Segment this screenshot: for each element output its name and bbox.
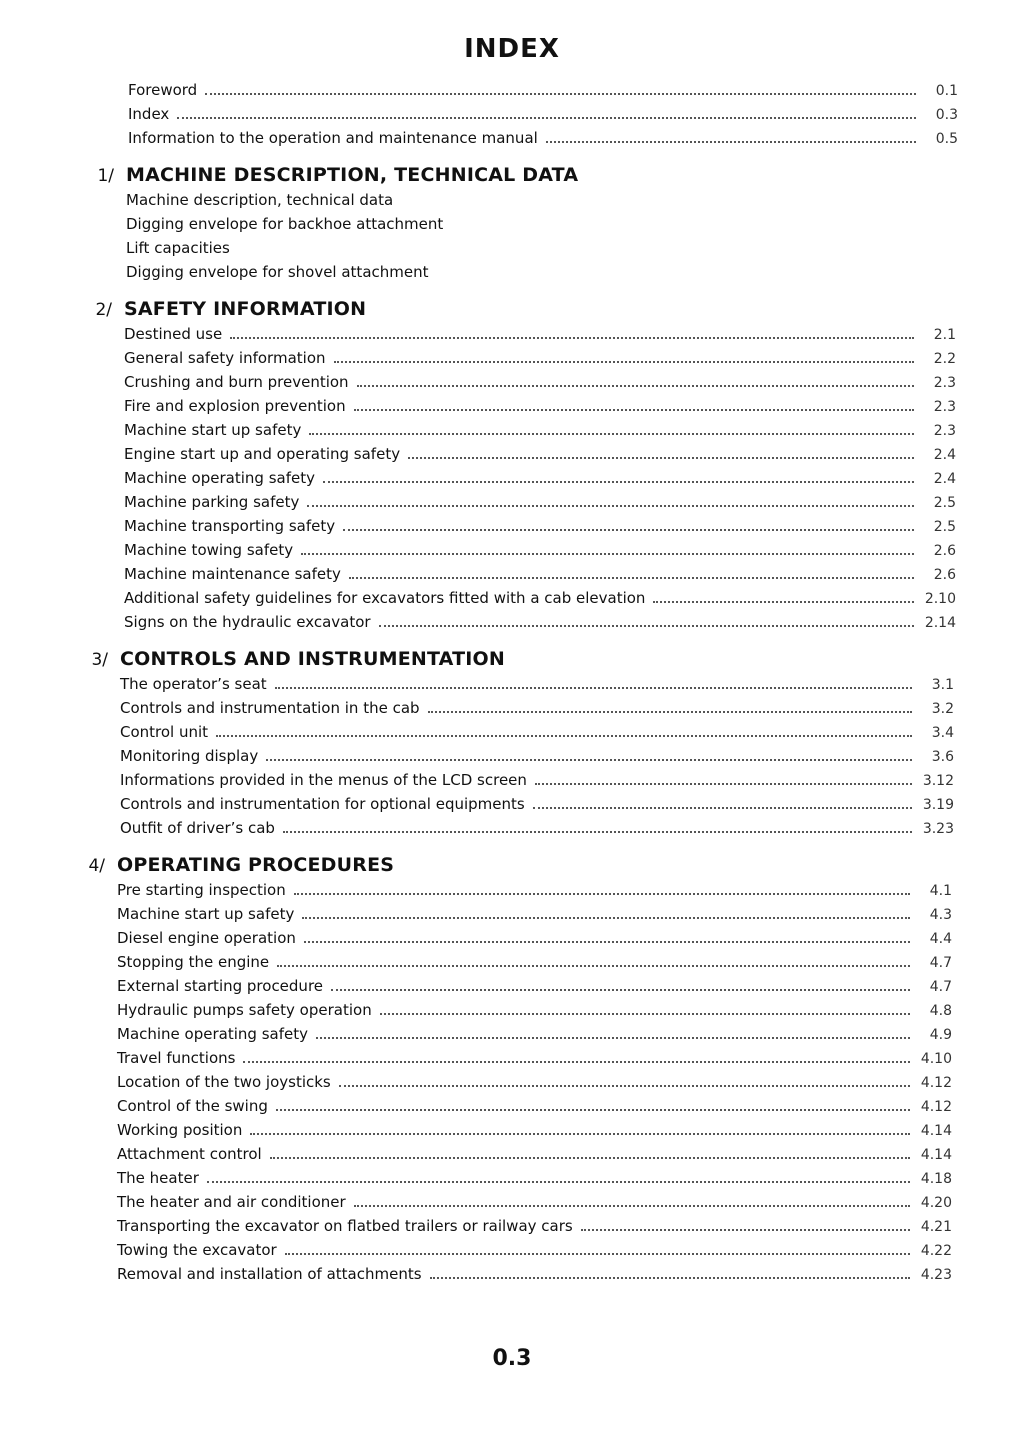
entry-page-number: 4.14: [920, 1147, 952, 1163]
index-entry: [0, 418, 1024, 442]
entry-label: The heater: [117, 1169, 199, 1187]
section-heading: [0, 296, 1024, 322]
index-entry: [0, 974, 1024, 998]
dot-leader: [343, 528, 914, 531]
dot-leader: [323, 480, 914, 483]
entry-label: Information to the operation and maintenance manual: [128, 129, 538, 147]
entry-page-number: 4.22: [920, 1243, 952, 1259]
entry-label: Diesel engine operation: [117, 929, 296, 947]
entry-label: General safety information: [124, 349, 326, 367]
entry-page-number: 2.1: [933, 327, 956, 343]
entry-page-number: 2.3: [933, 375, 956, 391]
entry-label: Pre starting inspection: [117, 881, 286, 899]
entry-page-number: 4.23: [920, 1267, 952, 1283]
dot-leader: [250, 1132, 910, 1135]
entry-label: Travel functions: [117, 1049, 236, 1067]
entry-label: Machine towing safety: [124, 541, 294, 559]
entry-label: Working position: [117, 1121, 243, 1139]
index-entry: [0, 514, 1024, 538]
dot-leader: [428, 710, 912, 713]
entry-label: Additional safety guidelines for excavators fitted with a cab elevation: [124, 589, 646, 607]
entry-label: Stopping the engine: [117, 953, 270, 971]
entry-page-number: 2.3: [933, 399, 956, 415]
entry-page-number: 2.10: [924, 591, 956, 607]
entry-page-number: 4.18: [920, 1171, 952, 1187]
entry-page-number: 2.14: [924, 615, 956, 631]
index-entry: [0, 950, 1024, 974]
index-entries: [0, 78, 1024, 1286]
index-entry: [0, 586, 1024, 610]
dot-leader: [653, 600, 914, 603]
index-entry: [0, 1214, 1024, 1238]
entry-page-number: 4.9: [929, 1027, 952, 1043]
index-entry: [0, 1238, 1024, 1262]
index-entry: [0, 672, 1024, 696]
entry-page-number: 2.5: [933, 519, 956, 535]
index-entry: [0, 260, 1024, 284]
entry-page-number: 3.1: [931, 677, 954, 693]
index-entry: [0, 696, 1024, 720]
entry-label: The heater and air conditioner: [117, 1193, 346, 1211]
dot-leader: [535, 782, 912, 785]
index-entry: [0, 1070, 1024, 1094]
dot-leader: [408, 456, 914, 459]
section-heading: [0, 162, 1024, 188]
entry-label: Machine start up safety: [117, 905, 295, 923]
entry-page-number: 4.12: [920, 1075, 952, 1091]
entry-label: Hydraulic pumps safety operation: [117, 1001, 372, 1019]
entry-page-number: 3.4: [931, 725, 954, 741]
section-heading: [0, 852, 1024, 878]
entry-label: Machine start up safety: [124, 421, 302, 439]
entry-page-number: 3.23: [922, 821, 954, 837]
entry-page-number: 2.6: [933, 567, 956, 583]
dot-leader: [334, 360, 915, 363]
page-title: INDEX: [464, 34, 560, 64]
index-entry: [0, 768, 1024, 792]
index-entry: [0, 1046, 1024, 1070]
index-entry: [0, 1190, 1024, 1214]
entry-page-number: 4.3: [929, 907, 952, 923]
entry-page-number: 2.5: [933, 495, 956, 511]
index-entry: [0, 1166, 1024, 1190]
index-entry: [0, 562, 1024, 586]
entry-page-number: 4.7: [929, 955, 952, 971]
dot-leader: [302, 916, 910, 919]
entry-label: Attachment control: [117, 1145, 262, 1163]
entry-page-number: 3.6: [931, 749, 954, 765]
index-entry: [0, 442, 1024, 466]
index-entry: [0, 926, 1024, 950]
index-entry: [0, 902, 1024, 926]
section-title: OPERATING PROCEDURES: [117, 854, 395, 876]
entry-label: Crushing and burn prevention: [124, 373, 349, 391]
index-entry: [0, 78, 1024, 102]
dot-leader: [230, 336, 914, 339]
entry-page-number: 4.20: [920, 1195, 952, 1211]
entry-label: Transporting the excavator on flatbed trailers or railway cars: [117, 1217, 573, 1235]
dot-leader: [283, 830, 912, 833]
dot-leader: [276, 1108, 910, 1111]
dot-leader: [357, 384, 914, 387]
index-entry: [0, 126, 1024, 150]
dot-leader: [331, 988, 910, 991]
dot-leader: [285, 1252, 910, 1255]
entry-label: Lift capacities: [126, 239, 230, 257]
index-entry: [0, 236, 1024, 260]
entry-label: Controls and instrumentation in the cab: [120, 699, 420, 717]
entry-label: Digging envelope for shovel attachment: [126, 263, 429, 281]
entry-label: Index: [128, 105, 170, 123]
index-entry: [0, 1142, 1024, 1166]
dot-leader: [354, 408, 914, 411]
index-entry: [0, 816, 1024, 840]
section-number: 2/: [95, 300, 112, 320]
entry-page-number: 2.2: [933, 351, 956, 367]
index-entry: [0, 538, 1024, 562]
entry-page-number: 4.8: [929, 1003, 952, 1019]
dot-leader: [581, 1228, 910, 1231]
dot-leader: [546, 140, 916, 143]
entry-label: Informations provided in the menus of the LCD screen: [120, 771, 527, 789]
entry-page-number: 4.12: [920, 1099, 952, 1115]
entry-label: Machine maintenance safety: [124, 565, 341, 583]
entry-label: Machine description, technical data: [126, 191, 394, 209]
index-entry: [0, 744, 1024, 768]
dot-leader: [430, 1276, 910, 1279]
dot-leader: [207, 1180, 910, 1183]
entry-page-number: 4.1: [929, 883, 952, 899]
entry-label: Control of the swing: [117, 1097, 268, 1115]
entry-label: Control unit: [120, 723, 209, 741]
index-entry: [0, 466, 1024, 490]
index-entry: [0, 1022, 1024, 1046]
index-entry: [0, 720, 1024, 744]
entry-label: Machine transporting safety: [124, 517, 336, 535]
entry-page-number: 2.6: [933, 543, 956, 559]
dot-leader: [379, 624, 914, 627]
entry-label: Destined use: [124, 325, 223, 343]
index-entry: [0, 610, 1024, 634]
entry-label: Monitoring display: [120, 747, 259, 765]
entry-label: Towing the excavator: [117, 1241, 277, 1259]
section-number: 3/: [91, 650, 108, 670]
dot-leader: [380, 1012, 910, 1015]
entry-page-number: 4.7: [929, 979, 952, 995]
dot-leader: [533, 806, 912, 809]
index-entry: [0, 998, 1024, 1022]
dot-leader: [277, 964, 910, 967]
index-entry: [0, 322, 1024, 346]
dot-leader: [275, 686, 912, 689]
entry-page-number: 2.3: [933, 423, 956, 439]
index-entry: [0, 188, 1024, 212]
index-entry: [0, 878, 1024, 902]
dot-leader: [307, 504, 914, 507]
dot-leader: [309, 432, 914, 435]
entry-page-number: 0.5: [935, 131, 958, 147]
entry-label: Foreword: [128, 81, 198, 99]
entry-page-number: 4.14: [920, 1123, 952, 1139]
index-entry: [0, 212, 1024, 236]
entry-label: The operator’s seat: [120, 675, 267, 693]
dot-leader: [304, 940, 910, 943]
dot-leader: [301, 552, 914, 555]
index-entry: [0, 1262, 1024, 1286]
dot-leader: [266, 758, 912, 761]
index-entry: [0, 394, 1024, 418]
section-title: MACHINE DESCRIPTION, TECHNICAL DATA: [126, 164, 579, 186]
entry-label: Digging envelope for backhoe attachment: [126, 215, 444, 233]
section-number: 1/: [97, 166, 114, 186]
entry-page-number: 4.10: [920, 1051, 952, 1067]
entry-label: Machine operating safety: [124, 469, 315, 487]
page-number: 0.3: [492, 1346, 532, 1371]
index-entry: [0, 346, 1024, 370]
dot-leader: [205, 92, 916, 95]
index-entry: [0, 370, 1024, 394]
index-entry: [0, 1118, 1024, 1142]
entry-label: Engine start up and operating safety: [124, 445, 401, 463]
index-entry: [0, 1094, 1024, 1118]
entry-page-number: 3.2: [931, 701, 954, 717]
dot-leader: [339, 1084, 910, 1087]
section-number: 4/: [88, 856, 105, 876]
entry-label: Fire and explosion prevention: [124, 397, 346, 415]
dot-leader: [349, 576, 914, 579]
entry-page-number: 3.19: [922, 797, 954, 813]
entry-page-number: 4.4: [929, 931, 952, 947]
index-entry: [0, 792, 1024, 816]
index-entry: [0, 102, 1024, 126]
dot-leader: [294, 892, 910, 895]
entry-label: Controls and instrumentation for optional equipments: [120, 795, 525, 813]
dot-leader: [177, 116, 916, 119]
entry-label: Removal and installation of attachments: [117, 1265, 422, 1283]
entry-label: Signs on the hydraulic excavator: [124, 613, 371, 631]
entry-page-number: 2.4: [933, 471, 956, 487]
entry-label: Location of the two joysticks: [117, 1073, 331, 1091]
entry-label: Outfit of driver’s cab: [120, 819, 275, 837]
dot-leader: [270, 1156, 910, 1159]
dot-leader: [216, 734, 912, 737]
entry-label: External starting procedure: [117, 977, 324, 995]
section-title: CONTROLS AND INSTRUMENTATION: [120, 648, 505, 670]
entry-page-number: 4.21: [920, 1219, 952, 1235]
dot-leader: [354, 1204, 910, 1207]
section-title: SAFETY INFORMATION: [124, 298, 367, 320]
entry-page-number: 2.4: [933, 447, 956, 463]
entry-page-number: 0.1: [935, 83, 958, 99]
dot-leader: [316, 1036, 910, 1039]
entry-label: Machine parking safety: [124, 493, 300, 511]
entry-page-number: 3.12: [922, 773, 954, 789]
section-heading: [0, 646, 1024, 672]
index-entry: [0, 490, 1024, 514]
dot-leader: [243, 1060, 910, 1063]
entry-label: Machine operating safety: [117, 1025, 308, 1043]
entry-page-number: 0.3: [935, 107, 958, 123]
